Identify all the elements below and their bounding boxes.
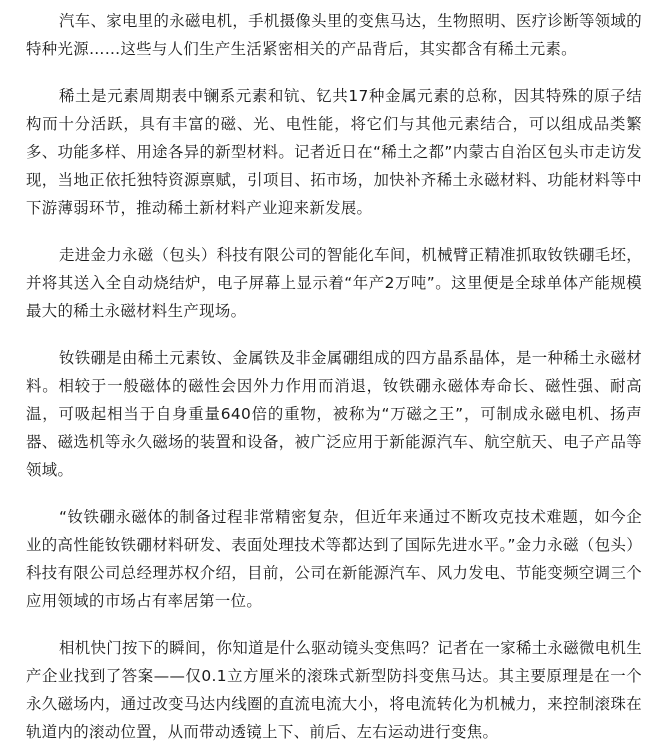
paragraph-6: 相机快门按下的瞬间，你知道是什么驱动镜头变焦吗？记者在一家稀土永磁微电机生产企业找到了答案——仅0.1立方厘米的滚珠式新型防抖变焦马达。其主要原理是在一个永久磁场内，通过改变马达内线圈的直流电流大小，将电流转化为机械力，来控制滚珠在轨道内的滚动位置，从而带动透镜上下、前后、左右运动进行变焦。 (26, 639, 642, 741)
paragraph-2: 稀土是元素周期表中镧系元素和钪、钇共17种金属元素的总称，因其特殊的原子结构而十分活跃，具有丰富的磁、光、电性能，将它们与其他元素结合，可以组成品类繁多、功能多样、用途各异的新型材料。记者近日在“稀土之都”内蒙古自治区包头市走访发现，当地正依托独特资源禀赋，引项目、拓市场，加快补齐稀土永磁材料、功能材料等中下游薄弱环节，推动稀土新材料产业迎来新发展。 (26, 87, 642, 217)
paragraph-3: 走进金力永磁（包头）科技有限公司的智能化车间，机械臂正精准抓取钕铁硼毛坯，并将其送入全自动烧结炉，电子屏幕上显示着“年产2万吨”。这里便是全球单体产能规模最大的稀土永磁材料生产现场。 (26, 246, 642, 320)
paragraph-5: “钕铁硼永磁体的制备过程非常精密复杂，但近年来通过不断攻克技术难题，如今企业的高性能钕铁硼材料研发、表面处理技术等都达到了国际先进水平。”金力永磁（包头）科技有限公司总经理苏权介绍，目前，公司在新能源汽车、风力发电、节能变频空调三个应用领域的市场占有率居第一位。 (26, 508, 642, 610)
paragraph-1: 汽车、家电里的永磁电机，手机摄像头里的变焦马达，生物照明、医疗诊断等领域的特种光源……这些与人们生产生活紧密相关的产品背后，其实都含有稀土元素。 (26, 12, 642, 58)
paragraph-4: 钕铁硼是由稀土元素钕、金属铁及非金属硼组成的四方晶系晶体，是一种稀土永磁材料。相较于一般磁体的磁性会因外力作用而消退，钕铁硼永磁体寿命长、磁性强、耐高温，可吸起相当于自身重量640倍的重物，被称为“万磁之王”，可制成永磁电机、扬声器、磁选机等永久磁场的装置和设备，被广泛应用于新能源汽车、航空航天、电子产品等领域。 (26, 349, 642, 479)
